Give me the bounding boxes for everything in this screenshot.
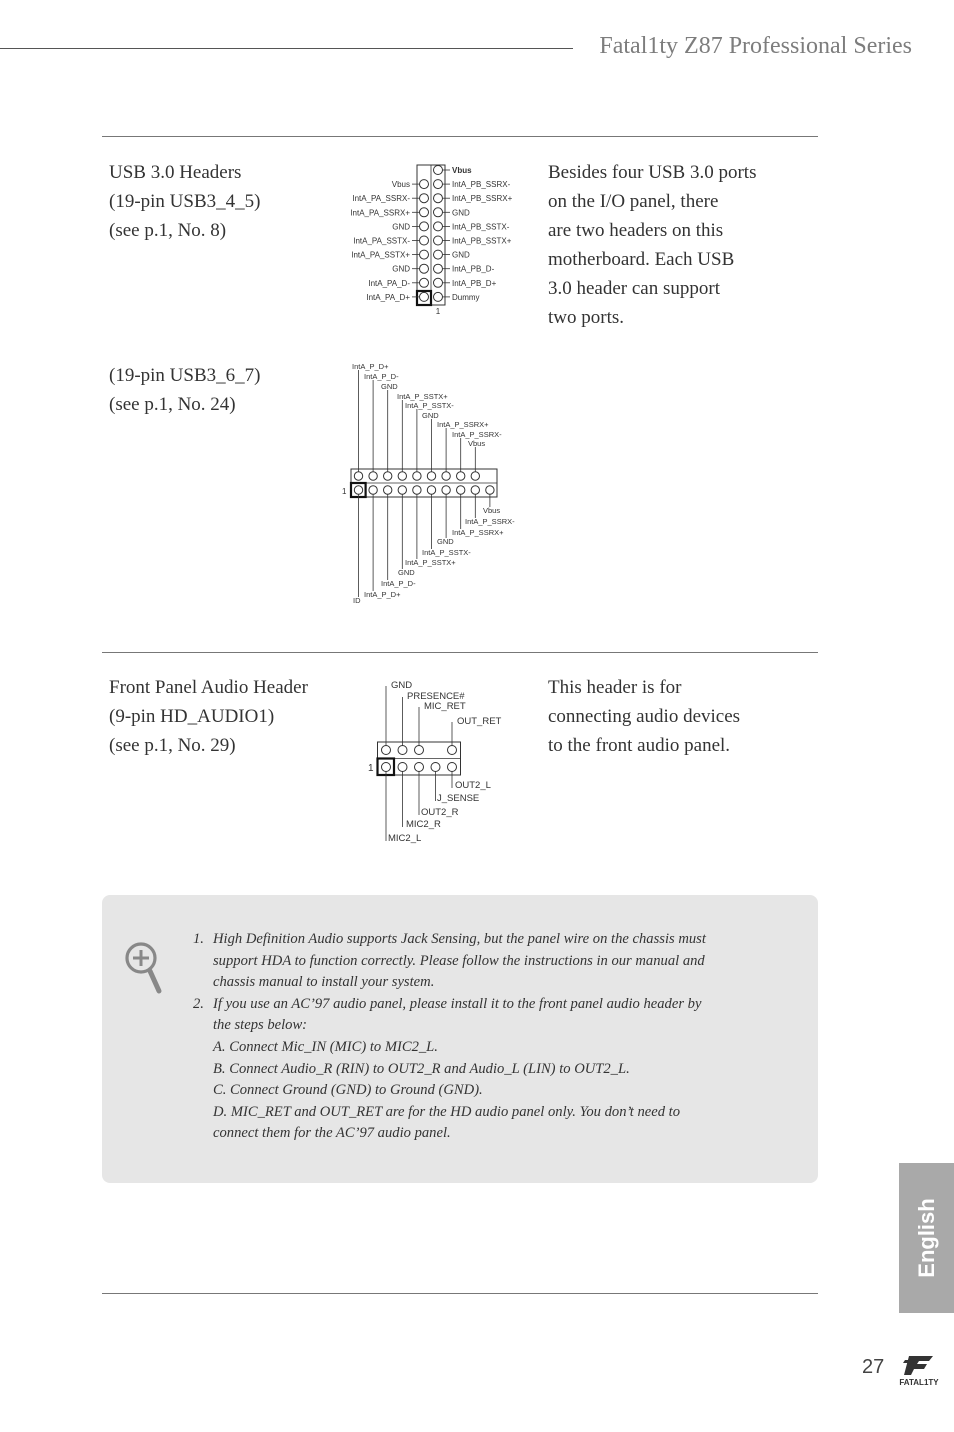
pin1-label: 1	[368, 763, 374, 774]
note-line: C. Connect Ground (GND) to Ground (GND).	[213, 1082, 483, 1099]
note-list	[193, 929, 753, 1145]
pin-label: Vbus	[483, 506, 501, 515]
pin-circle	[427, 486, 435, 494]
pin-label: IntA_PA_D+	[366, 292, 410, 302]
pin-circle	[384, 486, 392, 494]
pin-label: IntA_PB_D+	[452, 278, 497, 288]
pin-label: IntA_P_D+	[352, 362, 389, 371]
header-rule	[0, 48, 573, 49]
note-item	[193, 994, 753, 1145]
audio-header-title	[109, 673, 308, 760]
series-title: Fatal1ty Z87 Professional Series	[599, 33, 912, 59]
audio-desc-line: This header is for	[548, 677, 682, 698]
note-line: A. Connect Mic_IN (MIC) to MIC2_L.	[213, 1038, 438, 1055]
pin-label: OUT_RET	[457, 716, 502, 727]
pin-circle	[354, 472, 362, 480]
pin-circle	[420, 180, 429, 189]
pin-circle	[415, 763, 424, 772]
pin-label: GND	[381, 382, 398, 391]
note-line: High Definition Audio supports Jack Sensing, but the panel wire on the chassis must	[213, 931, 706, 947]
pin-circle	[442, 486, 450, 494]
pin-label: GND	[392, 222, 410, 232]
pin-circle	[427, 472, 435, 480]
usb-header-2-title	[109, 361, 260, 419]
language-tab-label: English	[913, 1198, 939, 1278]
usb-header-1-line: USB 3.0 Headers	[109, 162, 242, 183]
pin-circle	[434, 208, 443, 217]
pin-circle	[434, 278, 443, 287]
usb-desc-line: motherboard. Each USB	[548, 249, 735, 270]
pin-circle	[413, 486, 421, 494]
pin-circle	[434, 180, 443, 189]
pin-label: Vbus	[468, 439, 486, 448]
pin-label: PRESENCE#	[407, 691, 465, 702]
section-divider	[102, 652, 818, 653]
pin-circle	[457, 472, 465, 480]
pin-label: IntA_PA_SSRX-	[352, 194, 410, 204]
usb-desc-line: are two headers on this	[548, 220, 724, 241]
pin-label: J_SENSE	[437, 793, 480, 804]
pin-label: IntA_P_SSTX-	[422, 548, 471, 557]
pin-label: IntA_PB_SSTX+	[452, 236, 512, 246]
usb-header-1-line: (19-pin USB3_4_5)	[109, 191, 261, 212]
note-box	[102, 895, 818, 1183]
pin-circle	[420, 208, 429, 217]
note-line: If you use an AC’97 audio panel, please install it to the front panel audio header by	[213, 995, 702, 1012]
note-line: D. MIC_RET and OUT_RET are for the HD audio panel only. You don’t need to	[213, 1103, 680, 1120]
pin-label: GND	[391, 680, 413, 691]
pin-circle	[471, 472, 479, 480]
usb-header-1-title	[109, 158, 260, 245]
pin-label: IntA_PA_D-	[368, 278, 410, 288]
pin-label: Vbus	[391, 180, 410, 190]
pin-circle	[434, 236, 443, 245]
usb-header-2-diagram	[338, 360, 538, 610]
pin-label: IntA_PB_SSTX-	[452, 222, 510, 232]
pin-circle	[420, 250, 429, 259]
fatal1ty-logo	[893, 1352, 945, 1388]
pin-label: Dummy	[452, 292, 480, 302]
pin-label: IntA_PB_SSRX+	[452, 194, 513, 204]
pin-label: IntA_PA_SSTX-	[353, 236, 410, 246]
note-item	[193, 929, 753, 994]
pin-circle	[434, 166, 443, 175]
pin-circle	[420, 278, 429, 287]
note-item-number: 2.	[193, 995, 204, 1012]
usb-desc-line: two ports.	[548, 307, 624, 328]
magnifier-plus-icon	[124, 941, 166, 997]
pin-circle	[486, 486, 494, 494]
note-line: the steps below:	[213, 1017, 308, 1034]
audio-header-line: (9-pin HD_AUDIO1)	[109, 706, 275, 727]
pin-circle	[457, 486, 465, 494]
pin-circle	[420, 222, 429, 231]
pin-circle	[413, 472, 421, 480]
pin1-label: 1	[342, 487, 347, 496]
note-line: support HDA to function correctly. Please follow the instructions in our manual and	[213, 952, 705, 969]
pin-label: IntA_PA_SSRX+	[350, 208, 410, 218]
pin-circle	[415, 746, 424, 755]
pin-label: IntA_P_D+	[364, 590, 401, 599]
usb-header-2-line: (see p.1, No. 24)	[109, 394, 236, 415]
pin-circle	[354, 486, 362, 494]
audio-header-description	[548, 673, 740, 760]
pin-circle	[434, 194, 443, 203]
pin-circle	[398, 472, 406, 480]
pin-circle	[471, 486, 479, 494]
pin-circle	[442, 472, 450, 480]
usb-header-1-diagram	[340, 160, 530, 320]
footer-rule	[102, 1293, 818, 1294]
language-tab[interactable]	[899, 1163, 954, 1313]
note-line: connect them for the AC’97 audio panel.	[213, 1125, 451, 1142]
logo-text: FATAL1TY	[899, 1378, 939, 1387]
pin-circle	[382, 746, 391, 755]
pin-circle	[448, 763, 457, 772]
pin-circle	[369, 472, 377, 480]
pin-label: MIC2_R	[406, 819, 441, 830]
pin-label: Vbus	[452, 166, 472, 175]
audio-desc-line: connecting audio devices	[548, 706, 741, 727]
pin-circle	[448, 746, 457, 755]
pin-label: IntA_PA_SSTX+	[351, 250, 410, 260]
pin-label: IntA_P_SSTX+	[397, 392, 448, 401]
usb-header-1-pin1: 1	[435, 307, 441, 316]
usb-desc-line: Besides four USB 3.0 ports	[548, 162, 757, 183]
pin-circle	[434, 264, 443, 273]
note-line: B. Connect Audio_R (RIN) to OUT2_R and Audio_L (LIN) to OUT2_L.	[213, 1060, 630, 1077]
pin-circle	[434, 292, 443, 301]
pin-circle	[369, 486, 377, 494]
pin-label: GND	[452, 250, 470, 260]
audio-header-diagram	[360, 676, 520, 851]
pin-circle	[420, 292, 429, 301]
pin-label: IntA_P_SSRX-	[452, 430, 502, 439]
usb-desc-line: 3.0 header can support	[548, 278, 720, 299]
usb-header-1-line: (see p.1, No. 8)	[109, 220, 227, 241]
pin-label: GND	[437, 537, 454, 546]
usb-desc-line: on the I/O panel, there	[548, 191, 719, 212]
pin-label: MIC_RET	[424, 701, 466, 712]
pin-circle	[398, 746, 407, 755]
pin-label: IntA_P_D-	[381, 579, 416, 588]
pin-label: OUT2_L	[455, 780, 491, 791]
pin-circle	[434, 250, 443, 259]
note-line: chassis manual to install your system.	[213, 974, 435, 991]
usb-header-1-description	[548, 158, 756, 332]
pin-circle	[434, 222, 443, 231]
note-item-number: 1.	[193, 931, 204, 947]
pin-circle	[420, 264, 429, 273]
pin-label: GND	[452, 208, 470, 218]
page-number: 27	[862, 1356, 885, 1378]
pin-circle	[398, 763, 407, 772]
pin-label: GND	[422, 411, 439, 420]
pin-label: ID	[353, 596, 361, 605]
pin-label: IntA_PB_D-	[452, 264, 495, 274]
pin-label: IntA_P_SSRX+	[452, 528, 504, 537]
pin-label: IntA_P_SSRX+	[437, 420, 489, 429]
pin-label: IntA_P_SSTX-	[405, 401, 454, 410]
section-divider	[102, 136, 818, 137]
usb-header-2-line: (19-pin USB3_6_7)	[109, 365, 261, 386]
pin-circle	[384, 472, 392, 480]
pin-label: IntA_P_SSRX-	[465, 517, 515, 526]
pin-circle	[431, 763, 440, 772]
pin-circle	[398, 486, 406, 494]
pin-label: MIC2_L	[388, 833, 422, 844]
audio-desc-line: to the front audio panel.	[548, 735, 731, 756]
audio-header-line: (see p.1, No. 29)	[109, 735, 236, 756]
audio-header-line: Front Panel Audio Header	[109, 677, 308, 698]
pin-circle	[382, 763, 391, 772]
pin-label: IntA_P_SSTX+	[405, 558, 456, 567]
pin-label: OUT2_R	[421, 807, 459, 818]
pin-label: GND	[392, 264, 410, 274]
pin-label: IntA_PB_SSRX-	[452, 180, 511, 190]
pin-circle	[420, 236, 429, 245]
pin-circle	[420, 194, 429, 203]
pin-label: GND	[398, 568, 415, 577]
pin-label: IntA_P_D-	[364, 372, 399, 381]
